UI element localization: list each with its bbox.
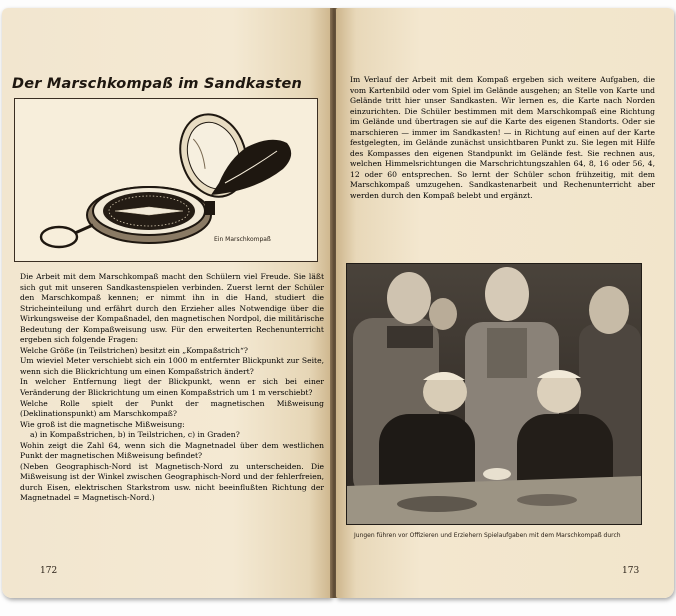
- paragraph: Wohin zeigt die Zahl 64, wenn sich die Magnetnadel über dem westlichen Punkt der magnetischen Mißweisung befindet?: [20, 440, 324, 461]
- figure-caption: Ein Marschkompaß: [214, 236, 271, 243]
- paragraph: In welcher Entfernung liegt der Blickpunkt, wenn er sich bei einer Veränderung der Blickrichtung um einen Kompaßstrich um 1 m verschiebt?: [20, 377, 324, 398]
- paragraph: Welche Rolle spielt der Punkt der magnetischen Mißweisung (Deklinationspunkt) am Marschkompaß?: [20, 398, 324, 419]
- photo-caption: Jungen führen vor Offizieren und Erziehern Spielaufgaben mit dem Marschkompaß durch: [354, 532, 621, 539]
- page-number-left: 172: [40, 566, 58, 576]
- paragraph: Die Arbeit mit dem Marschkompaß macht den Schülern viel Freude. Sie läßt sich gut mit unseren Sandkastenspielen verbinden. Zuerst lernt der Schüler den Marschkompaß kennen; er nimmt ihn in die Hand, studiert die Stricheinteilung und erfährt durch den Erzieher alles Notwendige über die Wirkungsweise der Kompaßnadel, den magnetischen Nordpol, die militärische Bedeutung der Kompaßweisung usw. Für den erweiterten Rechenunterricht ergeben sich folgende Fragen:: [20, 272, 324, 345]
- chapter-title: Der Marschkompaß im Sandkasten: [12, 76, 303, 92]
- compass-illustration: [14, 98, 318, 262]
- paragraph: Wie groß ist die magnetische Mißweisung:: [20, 419, 185, 429]
- paragraph: Welche Größe (in Teilstrichen) besitzt ein „Kompaßstrich“?: [20, 345, 249, 355]
- historical-photo: [346, 263, 642, 525]
- right-page-body: [350, 75, 655, 202]
- paragraph: Um wieviel Meter verschiebt sich ein 1000 m entfernter Blickpunkt zur Seite, wenn sich die Blickrichtung um einen Kompaßstrich ändert?: [20, 356, 324, 376]
- paragraph: Im Verlauf der Arbeit mit dem Kompaß ergeben sich weitere Aufgaben, die vom Kartenbild oder vom Spiel im Gelände ausgehen; an Stelle von Karte und Gelände tritt hier unser Sandkasten. Wir lernen es, die Karte nach Norden einzurichten. Die Schüler bestimmen mit dem Marschkompaß eine Richtung im Gelände und übertragen sie auf die Karte des eigenen Standorts. Oder sie marschieren — immer im Sandkasten! — in Richtung auf einen auf der Karte festgelegten, im Gelände zunächst unsichtbaren Punkt zu. Sie legen mit Hilfe des Kompasses den eigenen Standpunkt im Gelände fest. Sie rechnen aus, welchen Himmelsrichtungen die Marschrichtungszahlen 64, 8, 16 oder 56, 4, 12 oder 60 entsprechen. So lernt der Schüler schon frühzeitig, mit dem Marschkompaß umzugehen. Sandkastenarbeit und Rechenunterricht aber werden durch den Kompaß belebt und ergänzt.: [350, 75, 655, 201]
- paragraph: (Neben Geographisch-Nord ist Magnetisch-Nord zu unterscheiden. Die Mißweisung ist der Winkel zwischen Geographisch-Nord und der fehlerfreien, durch Eisen, elektrischen Starkstrom usw. nicht beeinflußten Richtung der Magnetnadel = Magnetisch-Nord.): [20, 461, 324, 503]
- photo-image-icon: [347, 264, 641, 524]
- paragraph: a) in Kompaßstrichen, b) in Teilstrichen, c) in Graden?: [30, 430, 240, 440]
- left-page-body: [20, 272, 324, 504]
- page-number-right: 173: [622, 566, 640, 576]
- compass-icon: [15, 99, 317, 261]
